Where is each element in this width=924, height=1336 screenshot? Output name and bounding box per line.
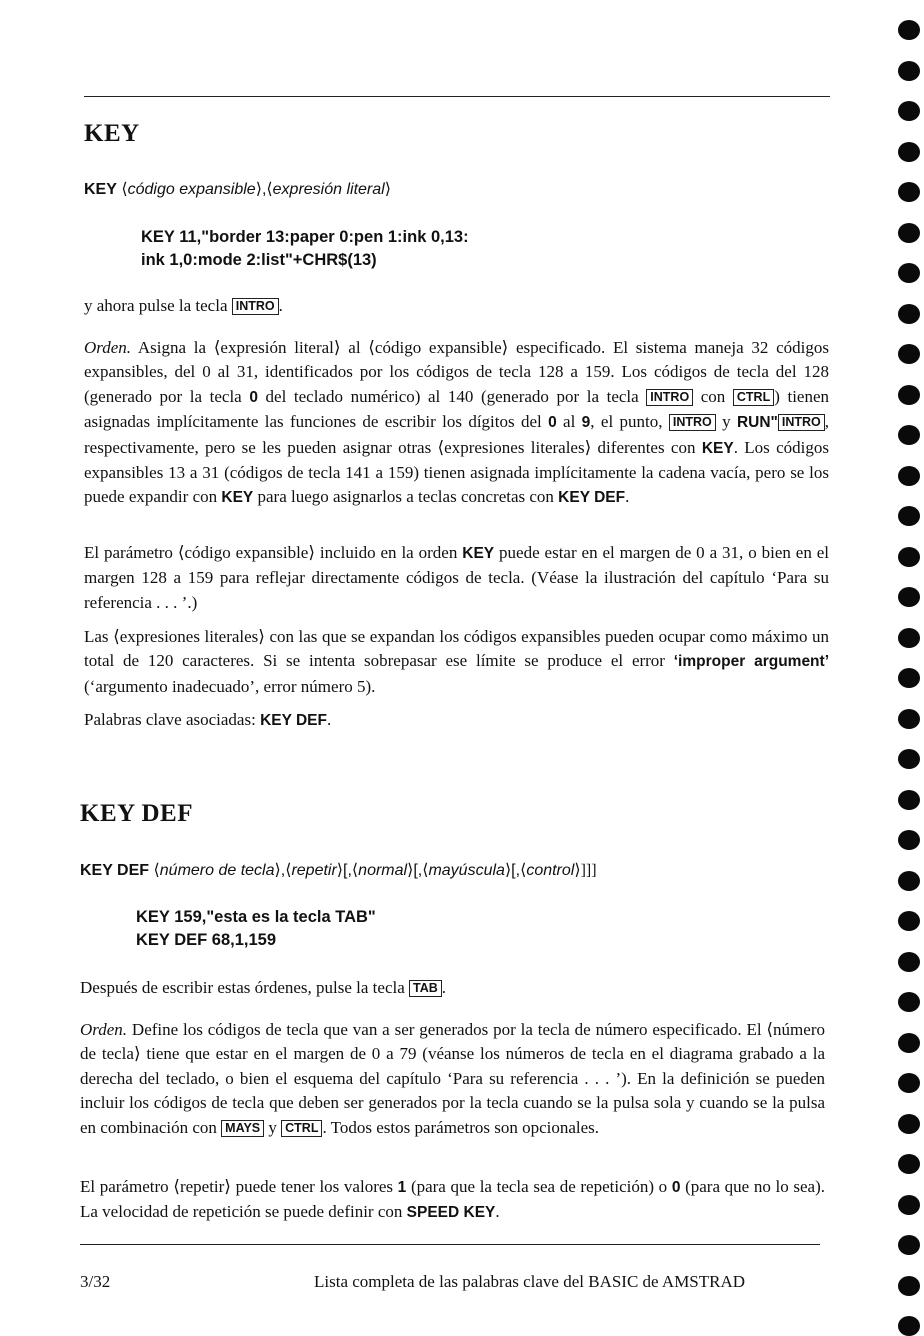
- key-syntax: KEY ⟨código expansible⟩,⟨expresión literal⟩: [84, 181, 391, 198]
- running-title: Lista completa de las palabras clave del BASIC de AMSTRAD: [314, 1272, 746, 1291]
- binder-hole: [898, 790, 920, 810]
- binder-hole: [898, 142, 920, 162]
- binder-hole: [898, 20, 920, 40]
- mays-key-label: MAYS: [221, 1120, 264, 1137]
- intro-key-label: INTRO: [646, 389, 693, 406]
- keydef-example-code: [136, 906, 376, 952]
- page-number: 3/32: [80, 1272, 111, 1291]
- key-after-code: y ahora pulse la tecla INTRO .: [84, 296, 283, 315]
- binder-hole: [898, 1276, 920, 1296]
- key-param-paragraph: El parámetro ⟨código expansible⟩ incluido en la orden KEY puede estar en el margen de 0 a 31, o bien en el margen 128 a 159 para reflejar directamente códigos de tecla. (Véase la ilustración del capítulo ‘Para su referencia . . . ’.): [84, 543, 830, 612]
- code-line: KEY 11,"border 13:paper 0:pen 1:ink 0,13:: [141, 228, 469, 246]
- key-title: KEY: [84, 120, 140, 147]
- binder-hole: [898, 425, 920, 445]
- key-related-paragraph: Palabras clave asociadas: KEY DEF.: [84, 710, 332, 729]
- keydef-orden-paragraph: Orden. Define los códigos de tecla que van a ser generados por la tecla de número especificado. El ⟨número de tecla⟩ tiene que estar en el margen de 0 a 79 (véanse los números de tecla en el diagrama grabado a la derecha del teclado, o bien el esquema del capítulo ‘Para su referencia . . . ’). En la definición se pueden incluir los códigos de tecla que deben ser generados por la tecla cuando se la pulsa sola y cuando se la pulsa en combinación con MAYS y CTRL . Todos estos parámetros son opcionales.: [80, 1020, 825, 1137]
- ctrl-key-label: CTRL: [733, 389, 774, 406]
- binder-hole: [898, 952, 920, 972]
- binder-hole: [898, 466, 920, 486]
- tab-key-label: TAB: [409, 980, 442, 997]
- binder-hole: [898, 1235, 920, 1255]
- binder-hole: [898, 668, 920, 688]
- binder-hole: [898, 344, 920, 364]
- syntax-arg-code: código expansible: [127, 181, 256, 198]
- syntax-arg-expr: expresión literal: [272, 181, 385, 198]
- keydef-syntax: KEY DEF ⟨número de tecla⟩,⟨repetir⟩[,⟨normal⟩[,⟨mayúscula⟩[,⟨control⟩]]]: [80, 862, 597, 879]
- binder-hole: [898, 304, 920, 324]
- binder-hole: [898, 223, 920, 243]
- intro-key-label: INTRO: [778, 414, 825, 431]
- bottom-rule: [80, 1244, 820, 1245]
- binder-hole: [898, 1073, 920, 1093]
- key-example-code: [141, 226, 469, 272]
- ctrl-key-label: CTRL: [281, 1120, 322, 1137]
- syntax-keyword: KEY: [84, 181, 117, 198]
- binder-hole: [898, 385, 920, 405]
- keydef-title: KEY DEF: [80, 800, 193, 827]
- binder-hole: [898, 547, 920, 567]
- binder-hole: [898, 587, 920, 607]
- binder-holes: [898, 0, 924, 1334]
- binder-hole: [898, 830, 920, 850]
- binder-hole: [898, 1195, 920, 1215]
- intro-key-label: INTRO: [669, 414, 716, 431]
- binder-hole: [898, 871, 920, 891]
- code-line: ink 1,0:mode 2:list"+CHR$(13): [141, 251, 377, 269]
- binder-hole: [898, 101, 920, 121]
- binder-hole: [898, 506, 920, 526]
- code-line: KEY 159,"esta es la tecla TAB": [136, 908, 376, 926]
- binder-hole: [898, 1033, 920, 1053]
- binder-hole: [898, 992, 920, 1012]
- binder-hole: [898, 1114, 920, 1134]
- binder-hole: [898, 1154, 920, 1174]
- binder-hole: [898, 709, 920, 729]
- binder-hole: [898, 628, 920, 648]
- orden-label: Orden.: [80, 1020, 128, 1039]
- binder-hole: [898, 61, 920, 81]
- binder-hole: [898, 1316, 920, 1336]
- keydef-repeat-paragraph: El parámetro ⟨repetir⟩ puede tener los valores 1 (para que la tecla sea de repetición) o 0 (para que no lo sea). La velocidad de repetición se puede definir con SPEED KEY.: [80, 1177, 825, 1222]
- binder-hole: [898, 263, 920, 283]
- binder-hole: [898, 749, 920, 769]
- intro-key-label: INTRO: [232, 298, 279, 315]
- binder-hole: [898, 911, 920, 931]
- key-orden-paragraph: Orden. Asigna la ⟨expresión literal⟩ al ⟨código expansible⟩ especificado. El sistema maneja 32 códigos expansibles, del 0 al 31, identificados por los códigos de tecla 128 a 159. Los códigos de tecla del 128 (generado por la tecla 0 del teclado numérico) al 140 (generado por la tecla INTRO con CTRL ) tienen asignadas implícitamente las funciones de escribir los dígitos del 0 al 9, el punto, INTRO y RUN" INTRO , respectivamente, pero se les pueden asignar otras ⟨expresiones literales⟩ diferentes con KEY. Los códigos expansibles 13 a 31 (códigos de tecla 141 a 159) tienen asignada implícitamente la cadena vacía, pero se los puede expandir con KEY para luego asignarlos a teclas concretas con KEY DEF.: [84, 338, 830, 507]
- code-line: KEY DEF 68,1,159: [136, 931, 277, 949]
- syntax-arg-open: ⟨: [121, 181, 128, 198]
- key-exprs-paragraph: Las ⟨expresiones literales⟩ con las que se expandan los códigos expansibles pueden ocupar como máximo un total de 120 caracteres. Si se intenta sobrepasar ese límite se produce el error ‘improper argument’ (‘argumento inadecuado’, error número 5).: [84, 627, 829, 696]
- top-rule: [84, 96, 830, 97]
- orden-label: Orden.: [84, 338, 132, 357]
- keydef-after-code: Después de escribir estas órdenes, pulse la tecla TAB .: [80, 978, 447, 997]
- binder-hole: [898, 182, 920, 202]
